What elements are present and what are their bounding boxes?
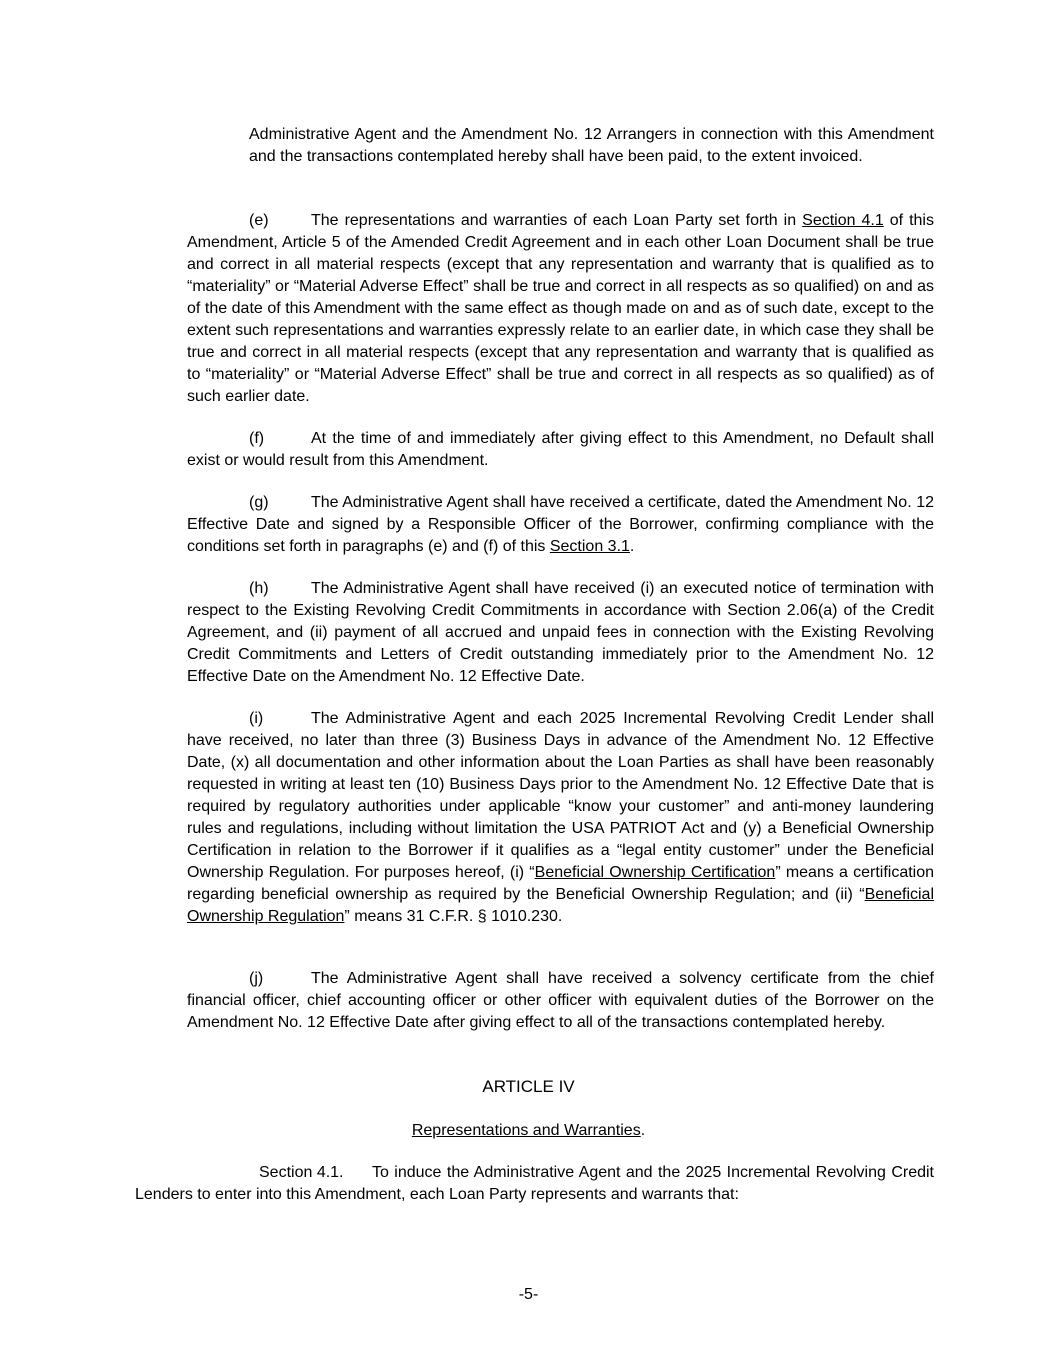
paragraph-j-text: The Administrative Agent shall have received a solvency certificate from the chief financial officer, chief accounting officer or other officer with equivalent duties of the Borrower on the Amendment No. 12 Effective Date after giving effect to all of the transactions contemplated hereby. (187, 970, 934, 1031)
paragraph-f (187, 428, 934, 472)
paragraph-f-label: (f) (249, 430, 265, 447)
paragraph-continuation-text: Administrative Agent and the Amendment No. 12 Arrangers in connection with this Amendment and the transactions contemplated hereby shall have been paid, to the extent invoiced. (249, 126, 934, 165)
paragraph-e-text-b: of this Amendment, Article 5 of the Amended Credit Agreement and in each other Loan Document shall be true and correct in all material respects (except that any representation and warranty that is qualified as to “materiality” or “Material Adverse Effect” shall be true and correct in all respects as so qualified) on and as of the date of this Amendment with the same effect as though made on and as of such date, except to the extent such representations and warranties expressly relate to an earlier date, in which case they shall be true and correct in all material respects (except that any representation and warranty that is qualified as to “materiality” or “Material Adverse Effect” shall be true and correct in all respects as so qualified) as of such earlier date. (187, 212, 934, 405)
beneficial-ownership-regulation-term: Beneficial Ownership Regulation (187, 886, 934, 925)
beneficial-ownership-certification-term: Beneficial Ownership Certification (534, 864, 776, 881)
section-4-1-label: Section 4.1. (259, 1164, 344, 1181)
paragraph-j-label: (j) (249, 970, 264, 987)
article-heading (0, 1076, 1057, 1098)
paragraph-e (187, 210, 934, 408)
paragraph-i (187, 708, 934, 928)
article-heading-text: ARTICLE IV (482, 1077, 575, 1096)
paragraph-g-text-a: The Administrative Agent shall have received a certificate, dated the Amendment No. 12 Effective Date and signed by a Responsible Officer of the Borrower, confirming compliance with the conditions set forth in paragraphs (e) and (f) of this (187, 494, 934, 555)
page-number (0, 1284, 1057, 1306)
article-subheading-text: Representations and Warranties (411, 1122, 641, 1139)
paragraph-f-text: At the time of and immediately after giving effect to this Amendment, no Default shall exist or would result from this Amendment. (187, 430, 934, 469)
paragraph-g (187, 492, 934, 558)
page-number-text: -5- (518, 1286, 539, 1303)
paragraph-i-label: (i) (249, 710, 264, 727)
paragraph-g-text-b: . (629, 538, 635, 555)
paragraph-continuation (249, 124, 934, 168)
section-4-1-reference: Section 4.1 (802, 212, 884, 229)
paragraph-j (187, 968, 934, 1034)
paragraph-i-text-b: ” means a certification regarding beneficial ownership as required by the Beneficial Ownership Regulation; and (ii) “ (187, 864, 935, 903)
paragraph-e-label: (e) (249, 212, 269, 229)
paragraph-g-label: (g) (249, 494, 269, 511)
section-4-1-paragraph (135, 1162, 934, 1206)
article-subheading (0, 1120, 1057, 1142)
section-4-1-text: To induce the Administrative Agent and the 2025 Incremental Revolving Credit Lenders to enter into this Amendment, each Loan Party represents and warrants that: (135, 1164, 934, 1203)
section-3-1-reference: Section 3.1 (549, 538, 630, 555)
paragraph-h-text: The Administrative Agent shall have received (i) an executed notice of termination with respect to the Existing Revolving Credit Commitments in accordance with Section 2.06(a) of the Credit Agreement, and (ii) payment of all accrued and unpaid fees in connection with the Existing Revolving Credit Commitments and Letters of Credit outstanding immediately prior to the Amendment No. 12 Effective Date on the Amendment No. 12 Effective Date. (187, 580, 934, 685)
paragraph-i-text-a: The Administrative Agent and each 2025 Incremental Revolving Credit Lender shall have received, no later than three (3) Business Days in advance of the Amendment No. 12 Effective Date, (x) all documentation and other information about the Loan Parties as shall have been reasonably requested in writing at least ten (10) Business Days prior to the Amendment No. 12 Effective Date that is required by regulatory authorities under applicable “know your customer” and anti-money laundering rules and regulations, including without limitation the USA PATRIOT Act and (y) a Beneficial Ownership Certification in relation to the Borrower if it qualifies as a “legal entity customer” under the Beneficial Ownership Regulation. For purposes hereof, (i) “ (187, 710, 934, 881)
paragraph-h (187, 578, 934, 688)
paragraph-e-text-a: The representations and warranties of each Loan Party set forth in (311, 212, 803, 229)
paragraph-i-text-c: ” means 31 C.F.R. § 1010.230. (344, 908, 563, 925)
article-subheading-suffix: . (640, 1122, 646, 1139)
paragraph-h-label: (h) (249, 580, 269, 597)
